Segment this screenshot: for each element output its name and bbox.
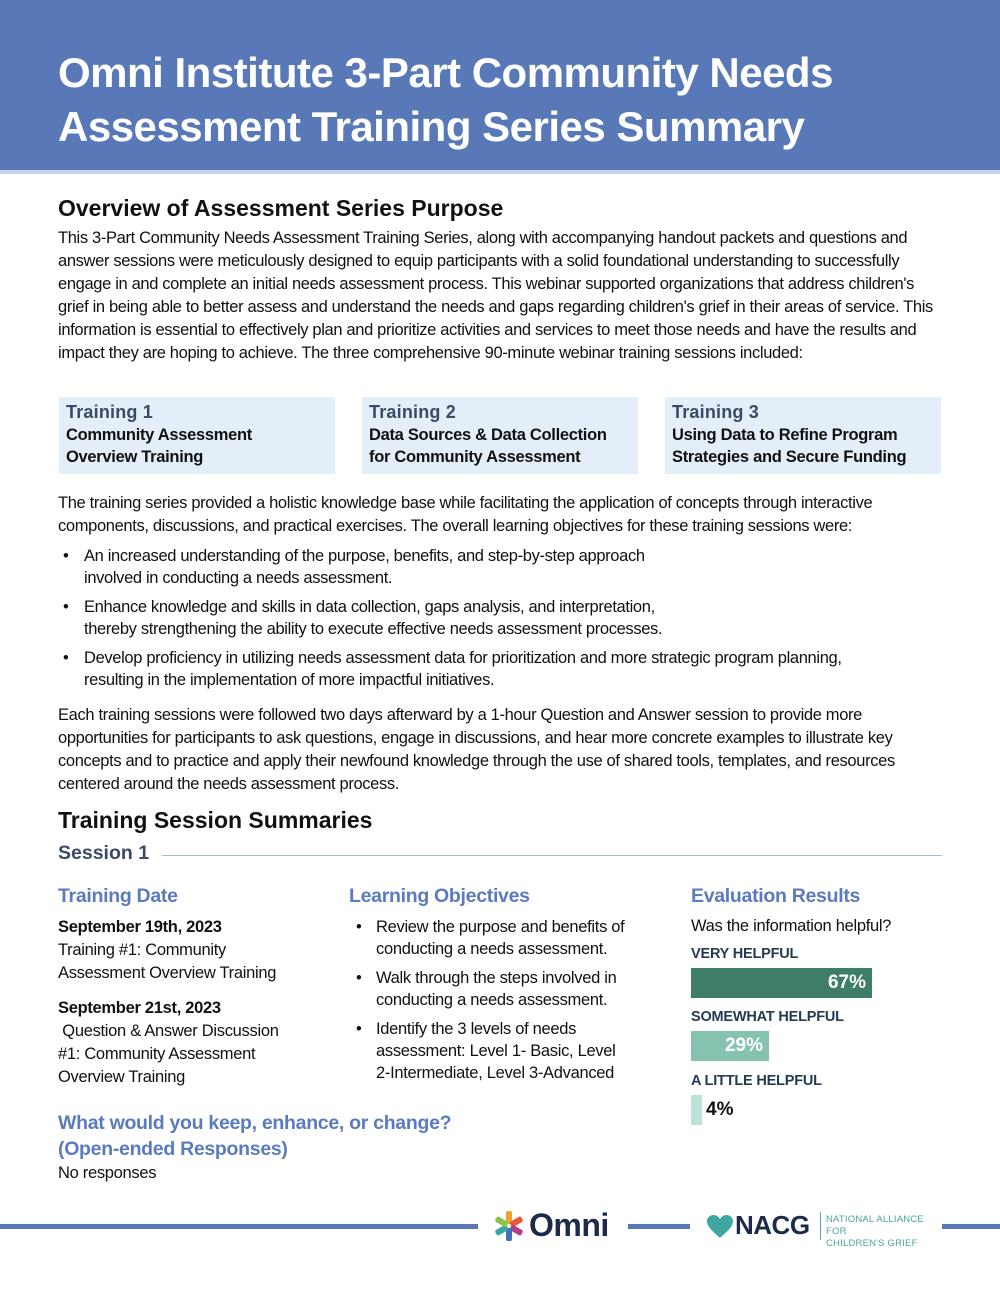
session-divider — [162, 855, 942, 856]
omni-pinwheel-icon — [493, 1210, 525, 1242]
training-date-heading: Training Date — [58, 885, 178, 907]
objective-line-3: 2-Intermediate, Level 3-Advanced — [376, 1064, 615, 1082]
result-percent-very-helpful: 67% — [827, 972, 866, 993]
training-card-1 — [59, 397, 335, 474]
training-title-line-2: for Community Assessment — [369, 448, 581, 466]
entry-desc-line-2: Assessment Overview Training — [58, 964, 277, 982]
entry-desc-line-1: Question & Answer Discussion — [58, 1022, 279, 1040]
date-entry-1 — [58, 916, 318, 985]
objectives-intro: The training series provided a holistic knowledge base while facilitating the application of concepts through interactive components, discussions, and practical exercises. The overall learning objectives for these training sessions were: — [58, 494, 873, 535]
result-percent-somewhat-helpful: 29% — [724, 1035, 763, 1056]
session-label: Session 1 — [58, 842, 150, 864]
training-card-3 — [665, 397, 941, 474]
list-item — [352, 1018, 652, 1084]
document-title — [58, 46, 958, 154]
learning-objectives-heading: Learning Objectives — [349, 885, 530, 907]
objective-line-1: Review the purpose and benefits of — [376, 918, 625, 936]
bullet-icon: • — [63, 547, 69, 565]
header-banner — [0, 0, 1000, 170]
training-title-line-2: Strategies and Secure Funding — [672, 448, 907, 466]
list-item — [58, 647, 938, 691]
objective-line-2: assessment: Level 1- Basic, Level — [376, 1042, 616, 1060]
entry-desc-line-2: #1: Community Assessment — [58, 1045, 256, 1063]
open-ended-heading-line-2: (Open-ended Responses) — [58, 1138, 288, 1160]
entry-desc-line-1: Training #1: Community — [58, 941, 226, 959]
list-item — [352, 916, 652, 960]
summaries-heading: Training Session Summaries — [58, 807, 373, 833]
learning-objectives-list — [352, 916, 652, 1091]
result-label-somewhat-helpful: SOMEWHAT HELPFUL — [691, 1009, 844, 1025]
training-card-2 — [362, 397, 638, 474]
list-item — [352, 967, 652, 1011]
document-title-line-2: Assessment Training Series Summary — [58, 103, 805, 150]
document-title-line-1: Omni Institute 3-Part Community Needs — [58, 49, 833, 96]
open-ended-heading-line-1: What would you keep, enhance, or change? — [58, 1112, 452, 1134]
result-bar-a-little-helpful — [691, 1095, 702, 1125]
objective-line-2: thereby strengthening the ability to execute effective needs assessment processes. — [84, 620, 663, 638]
bullet-icon: • — [63, 598, 69, 616]
nacg-divider — [820, 1212, 821, 1240]
result-label-a-little-helpful: A LITTLE HELPFUL — [691, 1073, 822, 1089]
list-item — [58, 596, 938, 640]
objective-line-1: Develop proficiency in utilizing needs assessment data for prioritization and more strategic program planning, — [84, 649, 842, 667]
evaluation-heading: Evaluation Results — [691, 885, 861, 907]
result-percent-a-little-helpful: 4% — [706, 1099, 734, 1120]
header-divider — [0, 170, 1000, 174]
training-number: Training 1 — [66, 402, 154, 422]
training-title-line-1: Using Data to Refine Program — [672, 426, 898, 444]
list-item — [58, 545, 938, 589]
nacg-wordmark: NACG — [735, 1210, 810, 1240]
nacg-subtitle — [826, 1214, 937, 1250]
overview-heading: Overview of Assessment Series Purpose — [58, 195, 504, 221]
heart-icon — [707, 1215, 733, 1239]
objective-line-1: Enhance knowledge and skills in data collection, gaps analysis, and interpretation, — [84, 598, 655, 616]
training-title-line-1: Community Assessment — [66, 426, 252, 444]
objective-line-1: Identify the 3 levels of needs — [376, 1020, 577, 1038]
omni-logo — [493, 1207, 623, 1245]
objective-line-2: resulting in the implementation of more impactful initiatives. — [84, 671, 495, 689]
evaluation-question: Was the information helpful? — [691, 917, 892, 935]
bullet-icon: • — [356, 1020, 362, 1038]
training-number: Training 3 — [672, 402, 760, 422]
date-entry-2 — [58, 997, 318, 1089]
objective-line-1: An increased understanding of the purpose, benefits, and step-by-step approach — [84, 547, 645, 565]
footer-line-left — [0, 1224, 478, 1229]
entry-desc-line-3: Overview Training — [58, 1068, 185, 1086]
training-number: Training 2 — [369, 402, 457, 422]
nacg-subtitle-line-1: NATIONAL ALLIANCE FOR — [826, 1214, 924, 1237]
result-label-very-helpful: VERY HELPFUL — [691, 946, 799, 962]
objective-line-2: involved in conducting a needs assessment. — [84, 569, 393, 587]
bullet-icon: • — [63, 649, 69, 667]
omni-wordmark: Omni — [529, 1207, 609, 1243]
bullet-icon: • — [356, 969, 362, 987]
entry-date: September 21st, 2023 — [58, 999, 221, 1017]
objectives-list — [58, 545, 938, 698]
footer-line-right — [942, 1224, 1000, 1229]
nacg-subtitle-line-2: CHILDREN'S GRIEF — [826, 1238, 918, 1249]
objective-line-2: conducting a needs assessment. — [376, 991, 608, 1009]
training-title-line-1: Data Sources & Data Collection — [369, 426, 607, 444]
open-ended-response: No responses — [58, 1164, 157, 1182]
nacg-logo — [707, 1208, 937, 1249]
qa-paragraph: Each training sessions were followed two days afterward by a 1-hour Question and Answer session to provide more opportunities for participants to ask questions, engage in discussions, and hear more concrete examples to illustrate key concepts and to practice and apply their newfound knowledge through the use of shared tools, templates, and resources centered around the needs assessment process. — [58, 706, 895, 793]
bullet-icon: • — [356, 918, 362, 936]
entry-date: September 19th, 2023 — [58, 918, 222, 936]
open-ended-heading — [58, 1110, 518, 1162]
objective-line-2: conducting a needs assessment. — [376, 940, 608, 958]
footer-line-middle — [628, 1224, 690, 1229]
training-title-line-2: Overview Training — [66, 448, 204, 466]
objective-line-1: Walk through the steps involved in — [376, 969, 617, 987]
overview-paragraph: This 3-Part Community Needs Assessment Training Series, along with accompanying handout packets and questions and answer sessions were meticulously designed to equip participants with a solid foundational understanding to successfully engage in and complete an initial needs assessment process. This webinar supported organizations that address children's grief in being able to better assess and understand the needs and gaps regarding children's grief in their areas of service. This information is essential to effectively plan and prioritize activities and services to meet those needs and have the results and impact they are hoping to achieve. The three comprehensive 90-minute webinar training sessions included: — [58, 229, 933, 362]
